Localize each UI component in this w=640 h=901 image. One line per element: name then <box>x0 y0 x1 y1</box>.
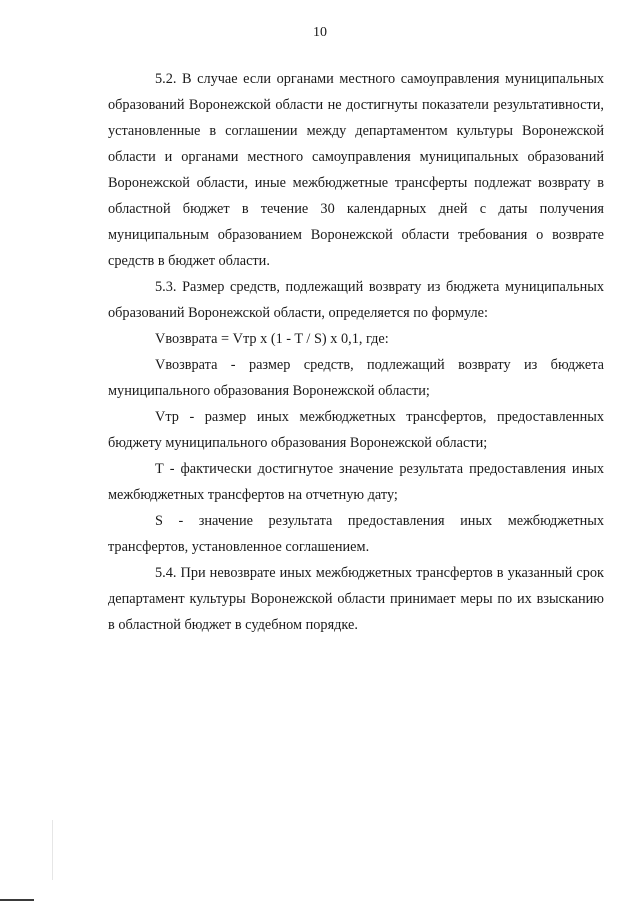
definition-v-return: Vвозврата - размер средств, подлежащий возврату из бюджета муниципального образования Воронежской области; <box>108 357 604 399</box>
page-number: 10 <box>313 25 327 40</box>
definition-v-tr: Vтр - размер иных межбюджетных трансфертов, предоставленных бюджету муниципального образования Воронежской области; <box>108 409 604 451</box>
paragraph-5-3: 5.3. Размер средств, подлежащий возврату из бюджета муниципальных образований Воронежской области, определяется по формуле: <box>108 279 604 321</box>
paragraph-5-2: 5.2. В случае если органами местного самоуправления муниципальных образований Воронежской области не достигнуты показатели результативности, установленные в соглашении между департаментом культуры Воронежской области и органами местного самоуправления муниципальных образований Воронежской области, иные межбюджетные трансферты подлежат возврату в областной бюджет в течение 30 календарных дней с даты получения муниципальным образованием Воронежской области требования о возврате средств в бюджет области. <box>108 71 604 269</box>
formula: Vвозврата = Vтр x (1 - T / S) x 0,1, где: <box>155 331 389 347</box>
definition-s: S - значение результата предоставления иных межбюджетных трансфертов, установленное соглашением. <box>108 513 604 555</box>
definition-t: Т - фактически достигнутое значение результата предоставления иных межбюджетных трансфертов на отчетную дату; <box>108 461 604 503</box>
paragraph-5-4: 5.4. При невозврате иных межбюджетных трансфертов в указанный срок департамент культуры Воронежской области принимает меры по их взысканию в областной бюджет в судебном порядке. <box>108 565 604 633</box>
document-body <box>108 66 604 638</box>
scan-edge-line <box>52 820 53 880</box>
